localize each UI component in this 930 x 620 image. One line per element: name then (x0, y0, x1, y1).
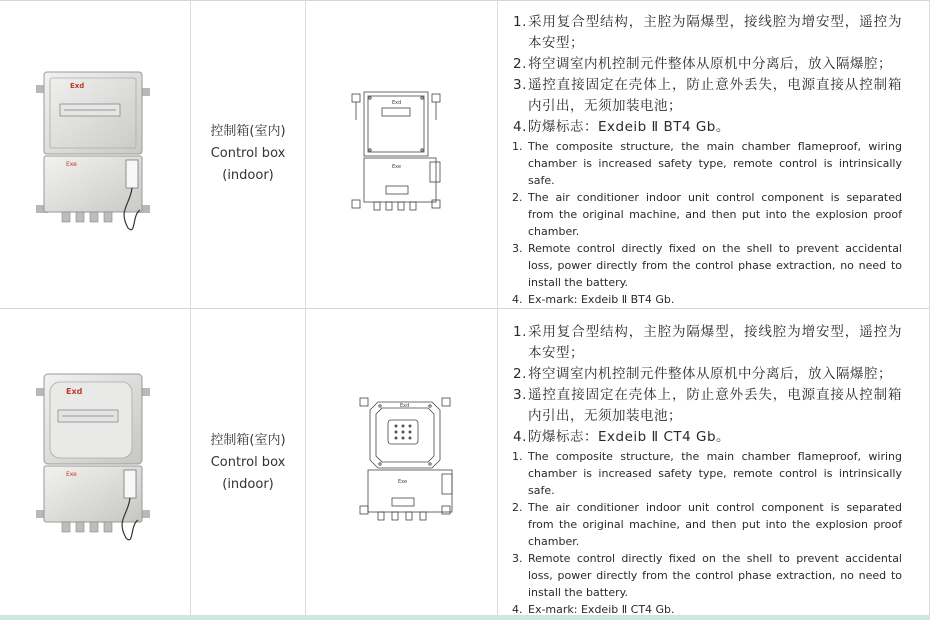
item-text: Remote control directly fixed on the shell to prevent accidental loss, power directly from the control phase extraction, no need to install the battery. (528, 242, 902, 289)
table-row (0, 310, 930, 616)
item-text: Ex-mark: Exdeib Ⅱ BT4 Gb. (528, 293, 675, 306)
list-item (498, 448, 930, 499)
product-photo-cell (0, 0, 190, 308)
spec-list-en (498, 448, 930, 618)
item-number: 3. (513, 77, 527, 93)
item-text: Ex-mark: Exdeib Ⅱ CT4 Gb. (528, 603, 675, 616)
item-text: The composite structure, the main chamber flameproof, wiring chamber is increased safety type, remote control is intrinsically safe. (528, 450, 902, 497)
item-text: 防爆标志：Exdeib Ⅱ CT4 Gb。 (528, 429, 731, 445)
product-name-en-qualifier: (indoor) (222, 477, 274, 492)
item-text: The composite structure, the main chamber flameproof, wiring chamber is increased safety type, remote control is intrinsically safe. (528, 140, 902, 187)
item-text: 采用复合型结构，主腔为隔爆型，接线腔为增安型，遥控为本安型； (528, 14, 902, 51)
drawing-label-bottom: Exe (392, 164, 402, 170)
product-name-cell (191, 0, 305, 308)
list-item (498, 364, 930, 385)
row-divider (0, 308, 930, 309)
product-name-cell (191, 310, 305, 616)
item-number: 1. (513, 14, 527, 30)
item-number: 2. (512, 501, 523, 514)
item-text: Remote control directly fixed on the shell to prevent accidental loss, power directly from the control phase extraction, no need to install the battery. (528, 552, 902, 599)
product-name-en: Control box (210, 455, 286, 470)
item-number: 4. (513, 429, 527, 445)
item-number: 2. (512, 191, 523, 204)
control-box-photo (0, 310, 190, 616)
list-item (498, 385, 930, 427)
item-text: 遥控直接固定在壳体上，防止意外丢失，电源直接从控制箱内引出，无须加装电池； (528, 387, 902, 424)
control-box-drawing (306, 310, 496, 616)
item-number: 4. (512, 293, 523, 306)
item-text: 将空调室内机控制元件整体从原机中分离后，放入隔爆腔； (528, 366, 892, 382)
list-item (498, 240, 930, 291)
technical-drawing-cell (306, 310, 496, 616)
spec-list-en (498, 138, 930, 308)
item-text: 将空调室内机控制元件整体从原机中分离后，放入隔爆腔； (528, 56, 892, 72)
list-item (498, 291, 930, 308)
list-item (498, 138, 930, 189)
list-item (498, 601, 930, 618)
list-item (498, 550, 930, 601)
product-name-en-qualifier: (indoor) (222, 168, 274, 183)
list-item (498, 499, 930, 550)
item-number: 2. (513, 56, 527, 72)
list-item (498, 12, 930, 54)
list-item (498, 189, 930, 240)
control-box-drawing (306, 0, 496, 308)
product-name-cn: 控制箱(室内) (210, 433, 286, 448)
spec-list-cn (498, 322, 930, 448)
product-name-en: Control box (210, 146, 286, 161)
spec-text-cell (498, 0, 930, 308)
item-number: 3. (512, 552, 523, 565)
item-text: 采用复合型结构，主腔为隔爆型，接线腔为增安型，遥控为本安型； (528, 324, 902, 361)
item-number: 1. (512, 140, 523, 153)
list-item (498, 75, 930, 117)
table-row (0, 0, 930, 308)
spec-text (498, 322, 930, 618)
drawing-label-top: Exd (400, 403, 410, 409)
product-photo-cell (0, 310, 190, 616)
list-item (498, 54, 930, 75)
item-text: 防爆标志：Exdeib Ⅱ BT4 Gb。 (528, 119, 730, 135)
item-text: The air conditioner indoor unit control component is separated from the original machine, and then put into the explosion proof chamber. (528, 501, 902, 548)
item-text: The air conditioner indoor unit control component is separated from the original machine, and then put into the explosion proof chamber. (528, 191, 902, 238)
spec-text (498, 12, 930, 308)
item-number: 1. (512, 450, 523, 463)
control-box-photo (0, 0, 190, 308)
spec-text-cell (498, 310, 930, 616)
item-number: 4. (512, 603, 523, 616)
item-number: 4. (513, 119, 527, 135)
photo-label-top: Exd (66, 387, 83, 396)
photo-label-top: Exd (70, 82, 85, 90)
list-item (498, 117, 930, 138)
item-number: 1. (513, 324, 527, 340)
spec-list-cn (498, 12, 930, 138)
item-number: 3. (513, 387, 527, 403)
drawing-label-top: Exd (392, 100, 402, 106)
drawing-label-bottom: Exe (398, 479, 408, 485)
item-number: 3. (512, 242, 523, 255)
product-name-cn: 控制箱(室内) (210, 124, 286, 139)
list-item (498, 322, 930, 364)
photo-label-bottom: Exe (66, 161, 77, 168)
list-item (498, 427, 930, 448)
item-number: 2. (513, 366, 527, 382)
photo-label-bottom: Exe (66, 471, 77, 478)
technical-drawing-cell (306, 0, 496, 308)
item-text: 遥控直接固定在壳体上，防止意外丢失，电源直接从控制箱内引出，无须加装电池； (528, 77, 902, 114)
